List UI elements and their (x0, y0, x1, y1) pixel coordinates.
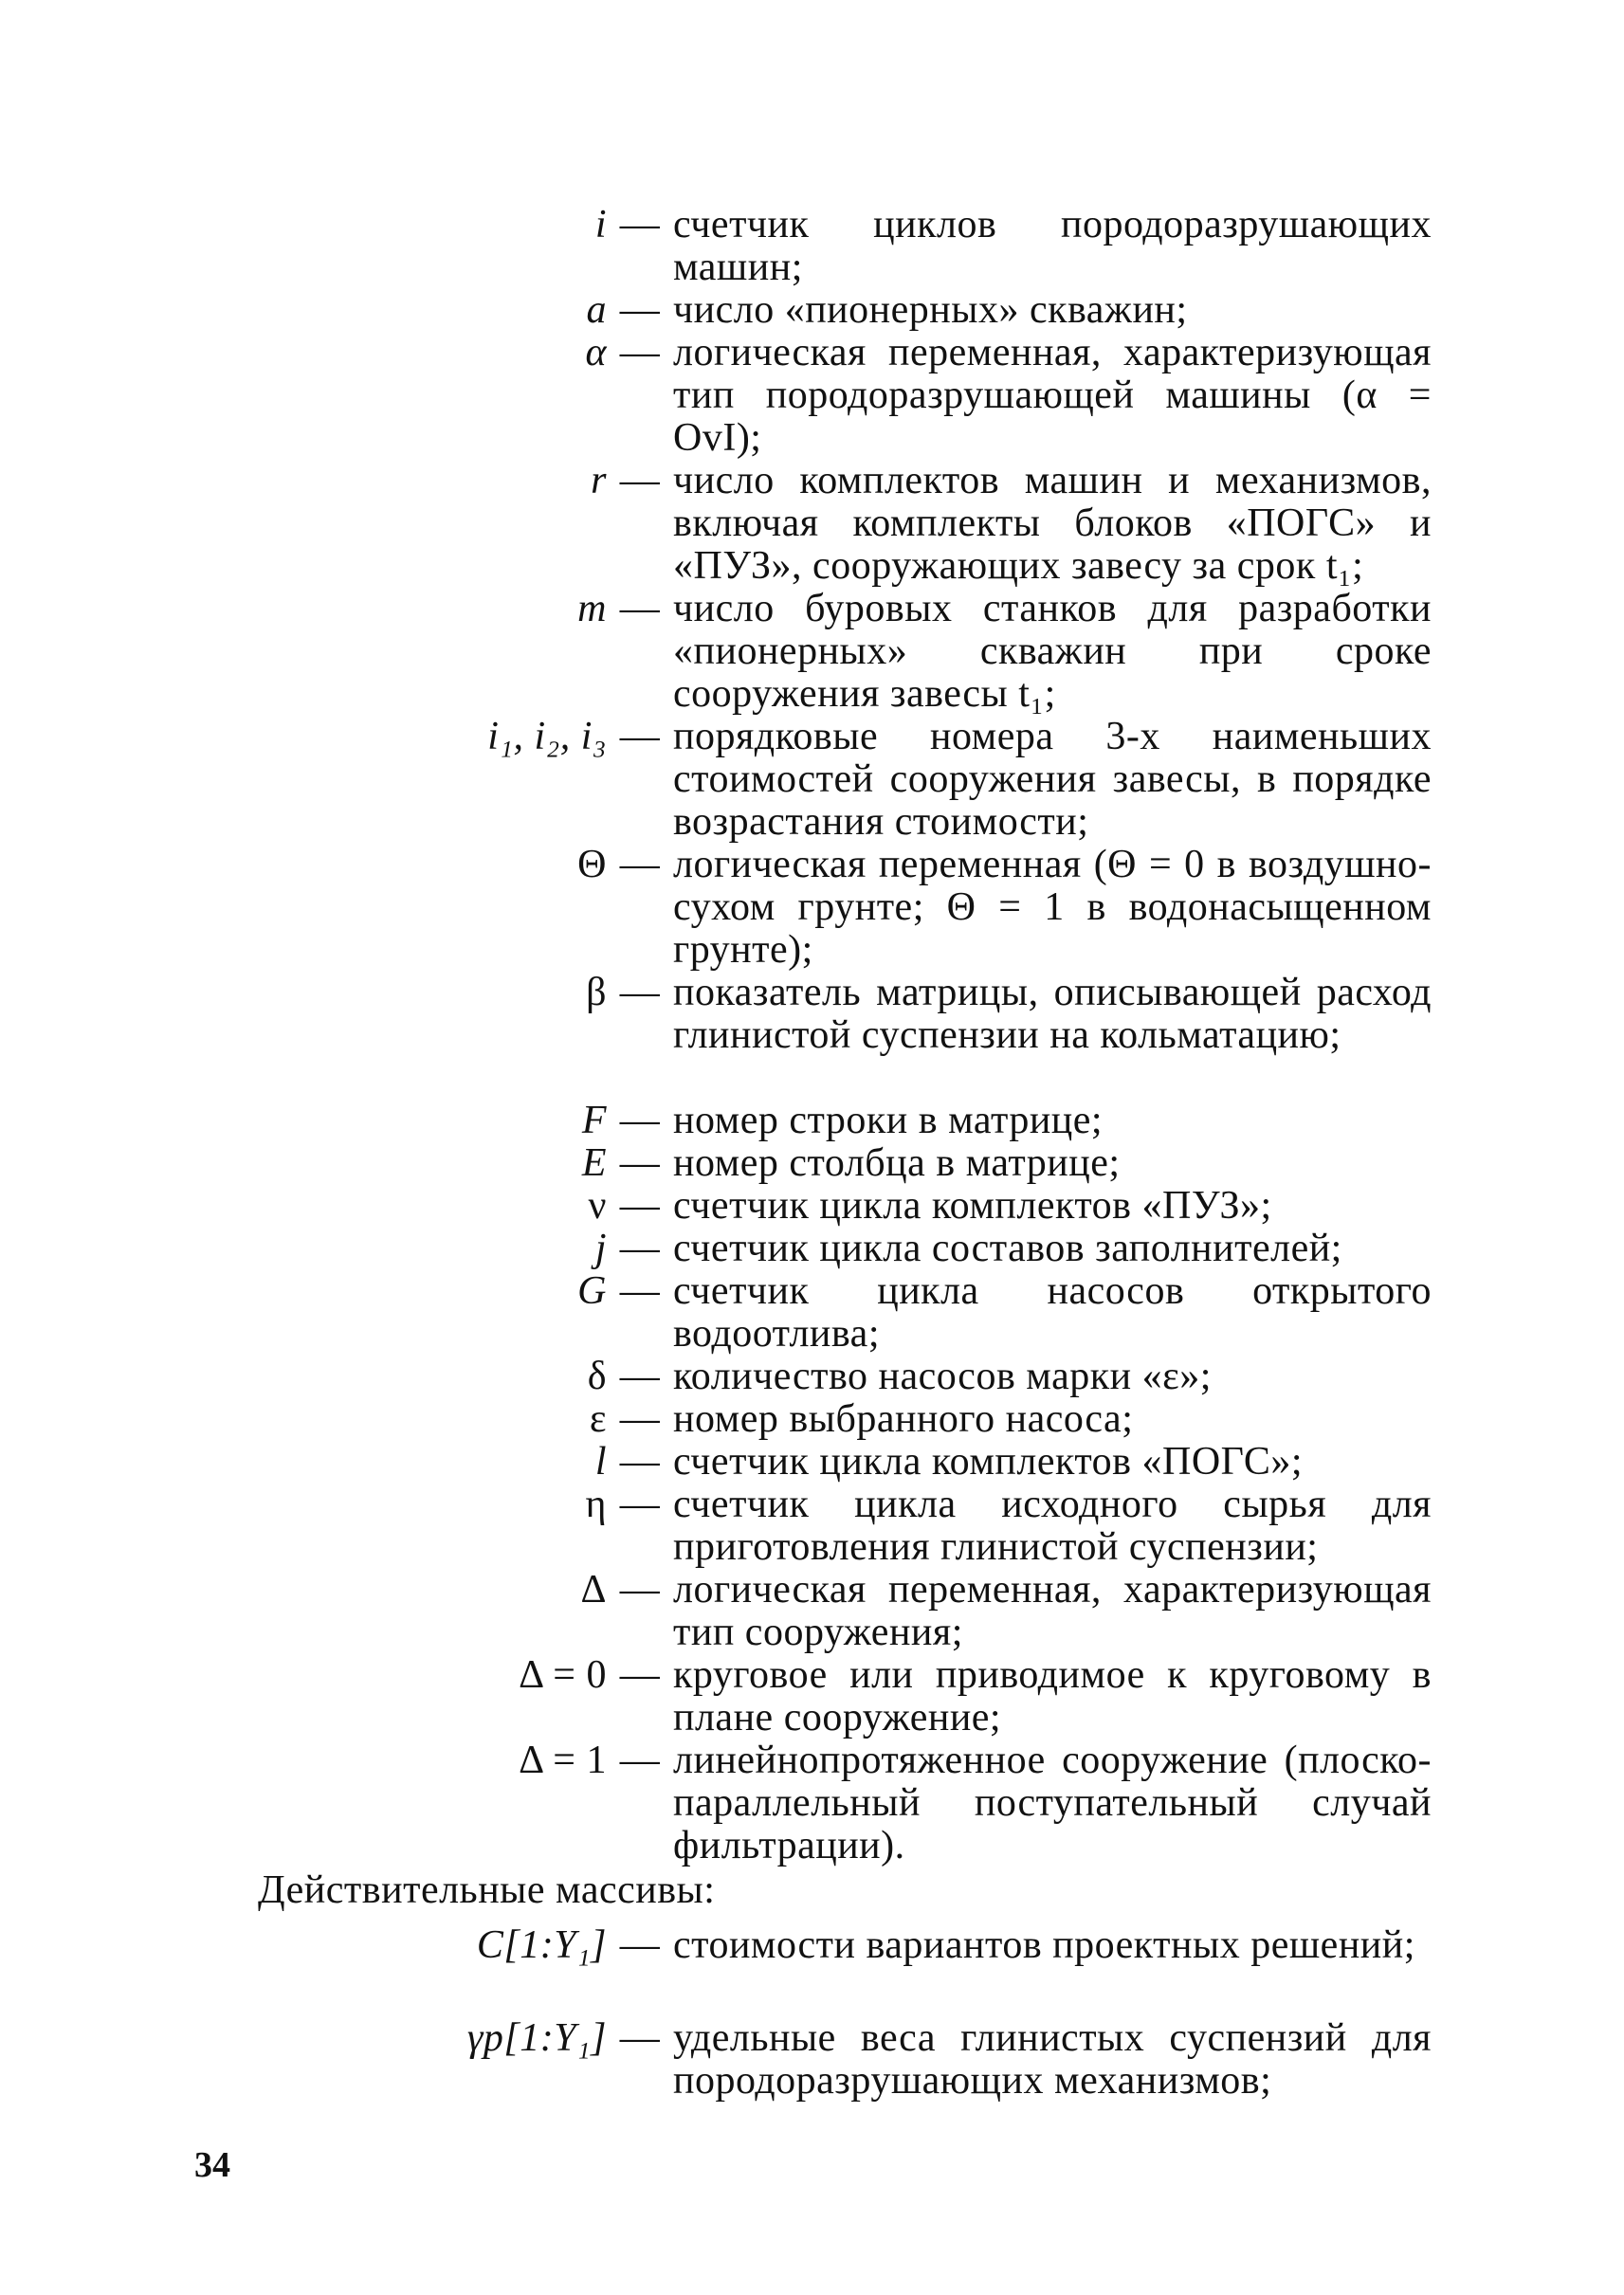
definition-row (171, 1739, 1441, 1867)
definition-row (171, 1569, 1441, 1654)
definition-row (171, 1441, 1441, 1484)
definition-symbol: F (581, 1099, 607, 1142)
definition-dash: — (619, 1227, 661, 1270)
definition-symbol: i₁, i₂, i₃ (487, 715, 607, 758)
definition-text: номер выбранного насоса; (673, 1397, 1134, 1441)
definition-dash: — (619, 843, 661, 886)
definition-dash: — (619, 1099, 661, 1142)
definition-symbol: δ (587, 1355, 607, 1398)
definition-symbol: a (586, 288, 607, 332)
array-text: удельные веса глинистых суспензий для породоразрушающих механизмов; (673, 2016, 1432, 2103)
definition-text: число буровых станков для разработки «пионерных» скважин при сроке сооружения завесы t₁; (673, 587, 1432, 716)
definition-dash: — (619, 1355, 661, 1398)
definition-symbol: G (577, 1269, 607, 1313)
definition-text: счетчик цикла насосов открытого водоотлива; (673, 1269, 1432, 1356)
definition-dash: — (619, 288, 661, 332)
definition-symbol: α (585, 331, 607, 374)
definition-dash: — (619, 1739, 661, 1782)
definition-dash: — (619, 459, 661, 502)
arrays-heading: Действительные массивы: (258, 1868, 716, 1912)
definition-text: номер строки в матрице; (673, 1099, 1104, 1142)
definition-row (171, 1142, 1441, 1185)
definition-dash: — (619, 1440, 661, 1484)
definition-row (171, 1228, 1441, 1270)
definition-text: логическая переменная (Θ = 0 в воздушно-сухом грунте; Θ = 1 в водонасыщенном грунте); (673, 843, 1432, 972)
definition-row (171, 844, 1441, 972)
definition-dash: — (619, 715, 661, 758)
definition-symbol: Δ = 0 (519, 1653, 607, 1697)
definition-dash: — (619, 1483, 661, 1526)
definition-dash: — (619, 1568, 661, 1612)
definition-symbol: r (591, 459, 607, 502)
definition-row (171, 588, 1441, 716)
definition-symbol: E (581, 1141, 607, 1185)
definition-symbol: Θ (577, 843, 607, 886)
definition-dash: — (619, 203, 661, 246)
definition-symbol: ε (589, 1397, 607, 1441)
definition-text: показатель матрицы, описывающей расход глинистой суспензии на кольматацию; (673, 971, 1432, 1057)
definition-symbol: Δ (580, 1568, 607, 1612)
definition-row (171, 204, 1441, 289)
definition-text: число комплектов машин и механизмов, включая комплекты блоков «ПОГС» и «ПУЗ», сооружающих завесу за срок t₁; (673, 459, 1432, 588)
definition-dash: — (619, 1397, 661, 1441)
definition-dash: — (619, 587, 661, 630)
definition-text: порядковые номера 3-х наименьших стоимостей сооружения завесы, в порядке возрастания стоимости; (673, 715, 1432, 844)
definition-dash: — (619, 1269, 661, 1313)
definition-row (171, 1654, 1441, 1739)
definition-dash: — (619, 1141, 661, 1185)
definition-row (171, 1185, 1441, 1228)
array-row (171, 1924, 1441, 1967)
definition-row (171, 1484, 1441, 1569)
definition-row (171, 1356, 1441, 1398)
definition-row (171, 332, 1441, 460)
array-symbol: C[1:Y₁] (476, 1923, 607, 1967)
definition-symbol: Δ = 1 (519, 1739, 607, 1782)
definition-dash: — (619, 331, 661, 374)
definition-row (171, 1398, 1441, 1441)
definition-text: счетчик циклов породоразрушающих машин; (673, 203, 1432, 289)
definition-symbol: η (585, 1483, 607, 1526)
definition-symbol: i (594, 203, 607, 246)
definition-text: счетчик цикла исходного сырья для приготовления глинистой суспензии; (673, 1483, 1432, 1569)
definition-symbol: m (577, 587, 607, 630)
definition-dash: — (619, 1184, 661, 1228)
array-text: стоимости вариантов проектных решений; (673, 1923, 1415, 1967)
definition-dash: — (619, 971, 661, 1014)
definition-symbol: j (594, 1227, 607, 1270)
definition-symbol: l (594, 1440, 607, 1484)
definition-text: число «пионерных» скважин; (673, 288, 1188, 332)
definition-row (171, 460, 1441, 588)
definition-symbol: ν (588, 1184, 607, 1228)
definition-row (171, 716, 1441, 844)
array-symbol: γр[1:Y₁] (466, 2016, 607, 2060)
array-row (171, 2017, 1441, 2103)
definition-row (171, 1100, 1441, 1142)
definition-row (171, 972, 1441, 1057)
page-number: 34 (194, 2145, 230, 2185)
definition-text: номер столбца в матрице; (673, 1141, 1121, 1185)
definition-text: количество насосов марки «ε»; (673, 1355, 1212, 1398)
array-dash: — (619, 1923, 661, 1967)
definition-text: счетчик цикла составов заполнителей; (673, 1227, 1342, 1270)
definition-text: линейнопротяженное сооружение (плоско-параллельный поступательный случай фильтрации). (673, 1739, 1432, 1867)
definition-text: логическая переменная, характеризующая тип породоразрушающей машины (α = OvI); (673, 331, 1432, 460)
definition-text: счетчик цикла комплектов «ПУЗ»; (673, 1184, 1272, 1228)
array-dash: — (619, 2016, 661, 2060)
definition-text: счетчик цикла комплектов «ПОГС»; (673, 1440, 1304, 1484)
definition-text: круговое или приводимое к круговому в плане сооружение; (673, 1653, 1432, 1739)
definition-row (171, 1270, 1441, 1356)
definition-text: логическая переменная, характеризующая тип сооружения; (673, 1568, 1432, 1654)
definition-symbol: β (586, 971, 607, 1014)
definition-dash: — (619, 1653, 661, 1697)
definition-row (171, 289, 1441, 332)
